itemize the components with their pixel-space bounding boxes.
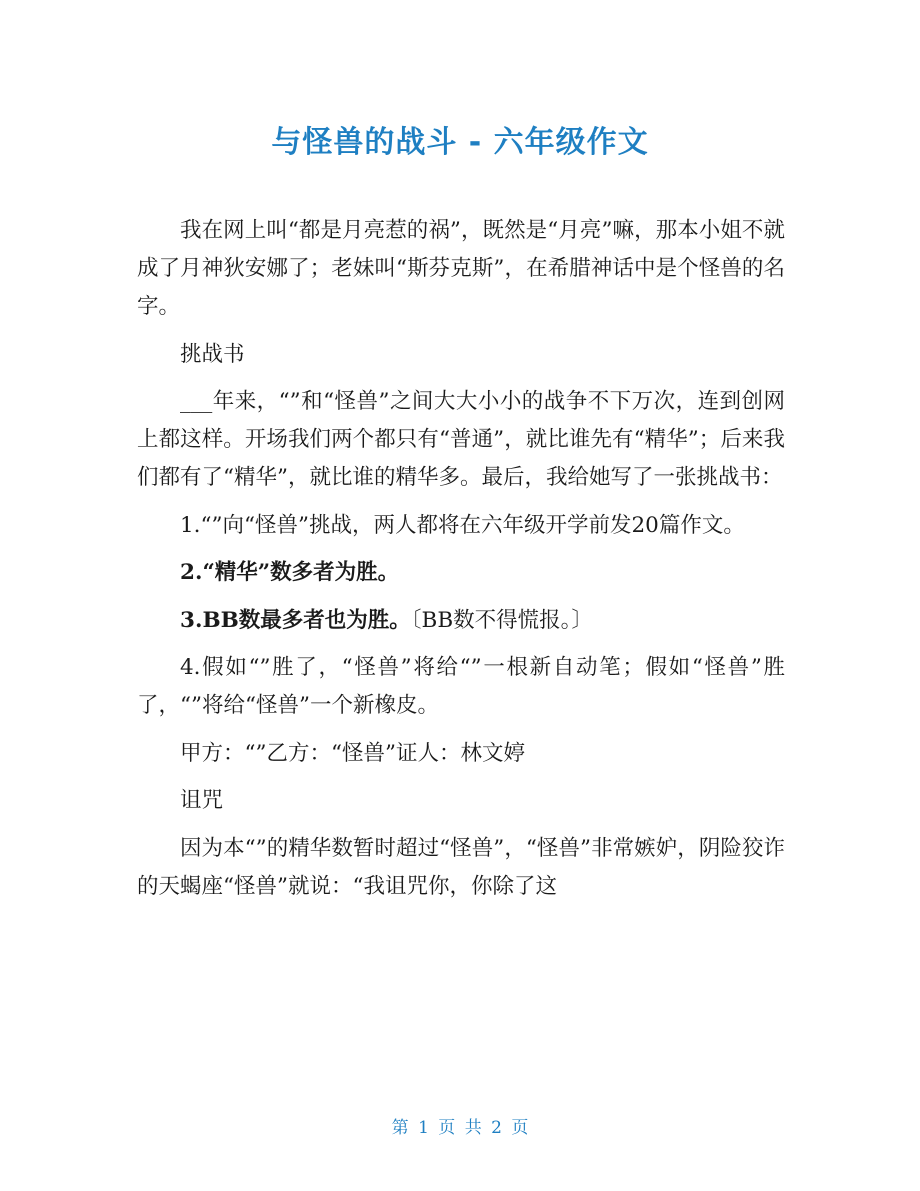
intro-paragraph: 我在网上叫“都是月亮惹的祸”，既然是“月亮”嘛，那本小姐不就成了月神狄安娜了；老妹叫“斯芬克斯”，在希腊神话中是个怪兽的名字。 (137, 218, 785, 319)
rule-3-bold-text: 3.BB数最多者也为胜。 (180, 607, 411, 633)
rule-1: 1.“”向“怪兽”挑战，两人都将在六年级开学前发20篇作文。 (180, 512, 745, 538)
challenge-background-paragraph: ___年来，“”和“怪兽”之间大大小小的战争不下万次，连到创网上都这样。开场我们两个都只有“普通”，就比谁先有“精华”；后来我们都有了“精华”，就比谁的精华多。最后，我给她写了一张挑战书： (137, 389, 785, 490)
rule-3-note: 〔BB数不得慌报。〕 (410, 607, 593, 633)
document-title: 与怪兽的战斗 - 六年级作文 (271, 125, 649, 160)
signatures-line: 甲方：“”乙方：“怪兽”证人：林文婷 (180, 740, 525, 766)
challenge-heading: 挑战书 (180, 341, 245, 367)
curse-paragraph: 因为本“”的精华数暂时超过“怪兽”，“怪兽”非常嫉妒，阴险狡诈的天蝎座“怪兽”就说：“我诅咒你，你除了这 (137, 835, 785, 899)
rule-3 (137, 602, 785, 640)
document-body (137, 212, 785, 915)
rule-4: 4.假如“”胜了，“怪兽”将给“”一根新自动笔；假如“怪兽”胜了，“”将给“怪兽”一个新橡皮。 (137, 655, 785, 718)
rule-2: 2.“精华”数多者为胜。 (180, 560, 400, 585)
page-number-footer: 第 1 页 共 2 页 (391, 1118, 529, 1138)
curse-heading: 诅咒 (180, 788, 224, 813)
